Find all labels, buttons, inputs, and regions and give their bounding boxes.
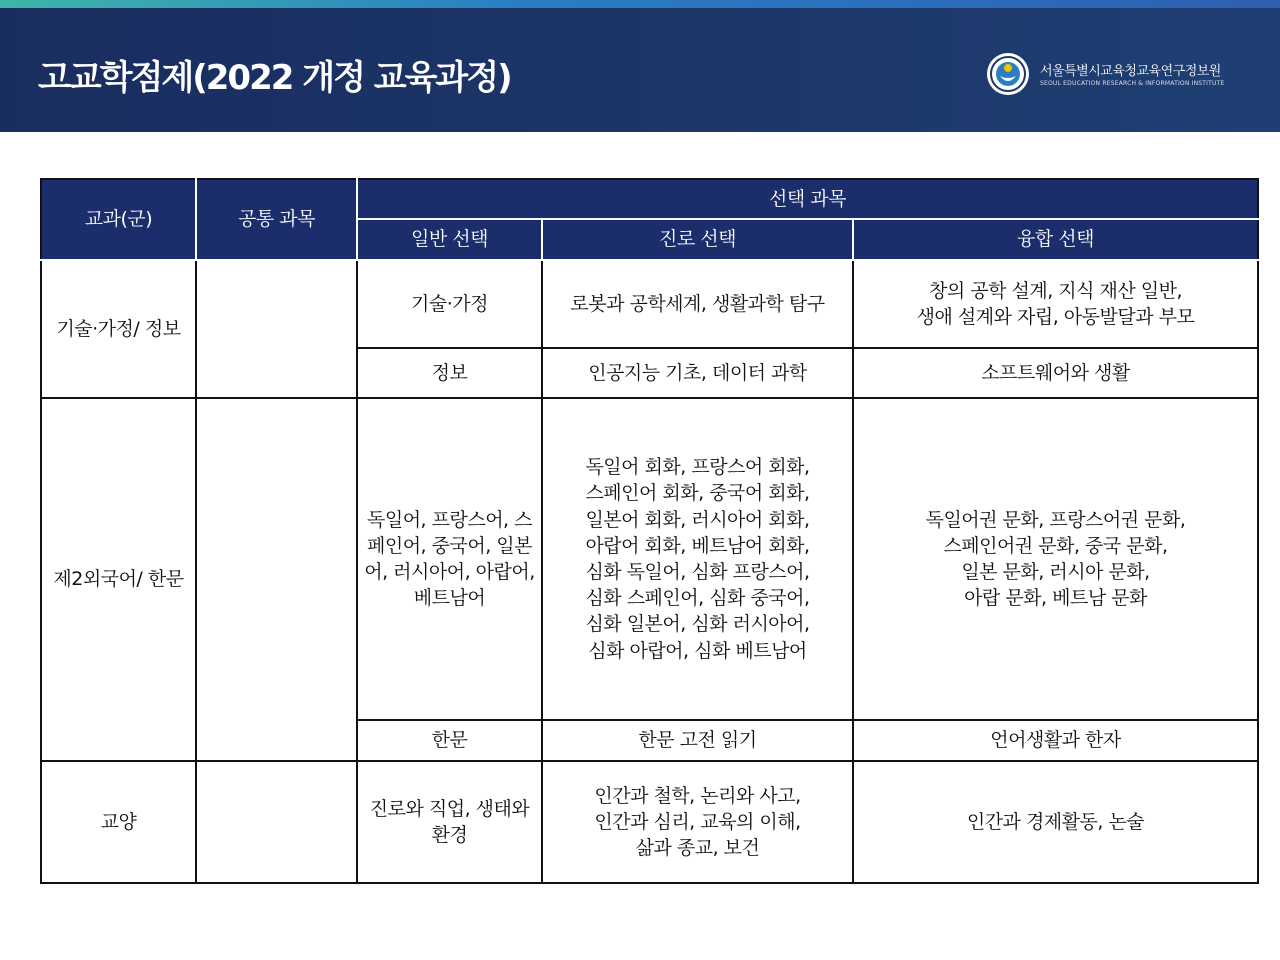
convergence-subject-cell [853, 720, 1258, 761]
header-elective: 선택 과목 [357, 179, 1258, 219]
general-subject-cell [357, 398, 542, 720]
common-subject-cell [196, 260, 357, 398]
cell-line: 인간과 철학, 논리와 사고, [594, 784, 801, 807]
career-subject-cell [542, 260, 853, 348]
general-subject-cell [357, 761, 542, 883]
cell-line: 스페인어권 문화, 중국 문화, [943, 534, 1168, 557]
common-subject-cell [196, 398, 357, 761]
cell-line: 스페인어 회화, 중국어 회화, [585, 482, 810, 505]
cell-line: 일본 문화, 러시아 문화, [961, 561, 1150, 583]
header-subject-group: 교과(군) [41, 179, 196, 260]
cell-line: 심화 일본어, 심화 러시아어, [585, 613, 810, 636]
cell-line: 아랍 문화, 베트남 문화 [964, 587, 1147, 610]
table-row [41, 398, 1258, 720]
subject-group-cell: 교양 [41, 761, 196, 883]
cell-line: 베트남어 [413, 587, 486, 610]
cell-line: 인간과 경제활동, 논술 [966, 810, 1145, 833]
convergence-subject-cell [853, 761, 1258, 883]
page-title: 고교학점제(2022 개정 교육과정) [38, 58, 511, 98]
general-subject-cell [357, 348, 542, 398]
cell-line: 페인어, 중국어, 일본 [367, 534, 532, 557]
cell-line: 삶과 종교, 보건 [635, 837, 760, 860]
cell-line: 독일어, 프랑스어, 스 [367, 508, 532, 531]
cell-line: 심화 아랍어, 심화 베트남어 [588, 639, 807, 662]
header-common: 공통 과목 [196, 179, 357, 260]
cell-line: 아랍어 회화, 베트남어 회화, [585, 534, 810, 557]
cell-line: 어, 러시아어, 아랍어, [364, 561, 535, 583]
cell-line: 로봇과 공학세계, 생활과학 탐구 [570, 292, 825, 315]
seal-logo-icon [986, 52, 1030, 96]
subject-group-cell: 제2외국어/ 한문 [41, 398, 196, 761]
table-row [41, 761, 1258, 883]
career-subject-cell [542, 720, 853, 761]
curriculum-table [40, 178, 1259, 884]
general-subject-cell [357, 260, 542, 348]
subject-group-cell: 기술·가정/ 정보 [41, 260, 196, 398]
accent-stripe [0, 0, 1280, 8]
cell-line: 생애 설계와 자립, 아동발달과 부모 [916, 306, 1195, 328]
cell-line: 진로와 직업, 생태와 [369, 797, 530, 820]
table-body [41, 260, 1258, 883]
cell-line: 한문 [431, 729, 468, 752]
career-subject-cell [542, 398, 853, 720]
general-subject-cell [357, 720, 542, 761]
cell-line: 창의 공학 설계, 지식 재산 일반, [928, 279, 1183, 302]
org-name: 서울특별시교육청교육연구정보원 [1040, 64, 1221, 79]
cell-line: 언어생활과 한자 [990, 729, 1121, 752]
cell-line: 기술·가정 [411, 292, 488, 315]
org-name-english: SEOUL EDUCATION RESEARCH & INFORMATION INSTITUTE [1040, 80, 1225, 87]
cell-line: 독일어권 문화, 프랑스어권 문화, [925, 508, 1186, 531]
cell-line: 심화 스페인어, 심화 중국어, [585, 587, 810, 610]
career-subject-cell [542, 348, 853, 398]
convergence-subject-cell [853, 348, 1258, 398]
cell-line: 독일어 회화, 프랑스어 회화, [585, 456, 810, 479]
cell-line: 인간과 심리, 교육의 이해, [594, 810, 801, 833]
convergence-subject-cell [853, 260, 1258, 348]
header-convergence: 융합 선택 [853, 219, 1258, 260]
cell-line: 정보 [431, 361, 468, 384]
table-row [41, 260, 1258, 348]
cell-line: 일본어 회화, 러시아어 회화, [585, 508, 810, 531]
cell-line: 한문 고전 읽기 [638, 729, 757, 752]
cell-line: 인공지능 기초, 데이터 과학 [588, 361, 807, 384]
convergence-subject-cell [853, 398, 1258, 720]
cell-line: 소프트웨어와 생활 [981, 361, 1130, 384]
header-general: 일반 선택 [357, 219, 542, 260]
career-subject-cell [542, 761, 853, 883]
cell-line: 심화 독일어, 심화 프랑스어, [585, 561, 810, 583]
cell-line: 환경 [431, 824, 468, 846]
header-banner [0, 0, 1280, 132]
header-career: 진로 선택 [542, 219, 853, 260]
common-subject-cell [196, 761, 357, 883]
